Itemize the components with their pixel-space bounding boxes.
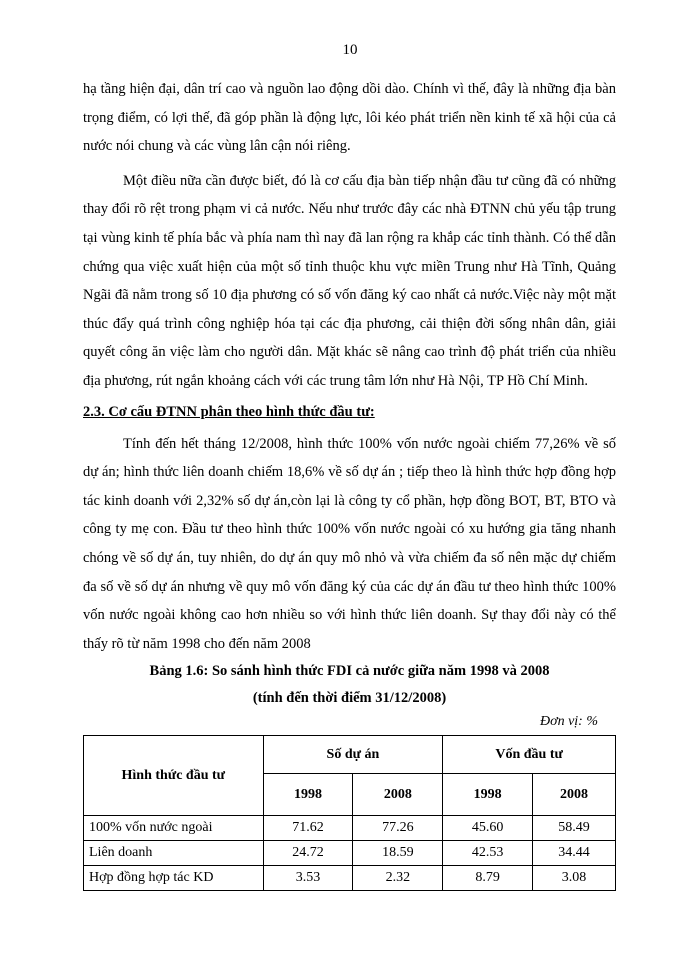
- table-cell: 58.49: [533, 816, 616, 841]
- table-cell: 2.32: [353, 866, 443, 891]
- section-heading: 2.3. Cơ cấu ĐTNN phân theo hình thức đầu tư:: [83, 403, 375, 420]
- table-row: [84, 816, 616, 841]
- row-label: Liên doanh: [84, 841, 264, 866]
- header-year: 1998: [263, 774, 353, 816]
- page-number: 10: [342, 42, 358, 58]
- table-cell: 3.53: [263, 866, 353, 891]
- fdi-comparison-table: [83, 735, 616, 891]
- header-investment-form: Hình thức đầu tư: [84, 736, 264, 816]
- paragraph-2: Một điều nữa cần được biết, đó là cơ cấu địa bàn tiếp nhận đầu tư cũng đã có những thay đổi rõ rệt trong phạm vi cả nước. Nếu như trước đây các nhà ĐTNN chủ yếu tập trung tại vùng kinh tế phía bắc và phía nam thì nay đã lan rộng ra khắp các tỉnh thành. Có thể dẫn chứng qua việc xuất hiện của một số tỉnh thuộc khu vực miền Trung như Hà Tĩnh, Quảng Ngãi đã nằm trong số 10 địa phương có số vốn đăng ký cao nhất cả nước.Việc này một mặt thúc đẩy quá trình công nghiệp hóa tại các địa phương, cải thiện đời sống nhân dân, giải quyết công ăn việc làm cho người dân. Mặt khác sẽ nâng cao trình độ phát triển của nhiều địa phương, rút ngắn khoảng cách với các trung tâm lớn như Hà Nội, TP Hồ Chí Minh.: [83, 172, 616, 389]
- table-row: [84, 866, 616, 891]
- table-unit: Đơn vị: %: [539, 714, 598, 730]
- table-cell: 71.62: [263, 816, 353, 841]
- table-cell: 77.26: [353, 816, 443, 841]
- paragraph-1: hạ tầng hiện đại, dân trí cao và nguồn lao động dồi dào. Chính vì thế, đây là những địa bàn trọng điểm, có lợi thế, đã góp phần là động lực, lôi kéo phát triển nền kinh tế xã hội của cả nước nói chung và các vùng lân cận nói riêng.: [83, 81, 616, 155]
- table-cell: 34.44: [533, 841, 616, 866]
- table-cell: 18.59: [353, 841, 443, 866]
- table-cell: 24.72: [263, 841, 353, 866]
- header-year: 2008: [353, 774, 443, 816]
- header-capital: Vốn đầu tư: [443, 736, 616, 774]
- table-title: Bảng 1.6: So sánh hình thức FDI cả nước giữa năm 1998 và 2008: [149, 663, 550, 680]
- row-label: 100% vốn nước ngoài: [84, 816, 264, 841]
- table-cell: 45.60: [443, 816, 533, 841]
- header-year: 2008: [533, 774, 616, 816]
- table-row: [84, 841, 616, 866]
- header-projects: Số dự án: [263, 736, 443, 774]
- paragraph-3: Tính đến hết tháng 12/2008, hình thức 100% vốn nước ngoài chiếm 77,26% về số dự án; hình thức liên doanh chiếm 18,6% về số dự án ; tiếp theo là hình thức hợp đồng hợp tác kinh doanh với 2,32% số dự án,còn lại là công ty cổ phần, hợp đồng BOT, BT, BTO và công ty mẹ con. Đầu tư theo hình thức 100% vốn nước ngoài có xu hướng gia tăng nhanh chóng về số dự án, tuy nhiên, do dự án quy mô nhỏ và vừa chiếm đa số nên mặc dự chiếm đa số về số dự án nhưng về quy mô vốn đăng ký của các dự án đầu tư theo hình thức 100% vốn nước ngoài không cao hơn nhiều so với hình thức liên doanh. Sự thay đổi này có thể thấy rõ từ năm 1998 cho đến năm 2008: [83, 435, 616, 652]
- row-label: Hợp đồng hợp tác KD: [84, 866, 264, 891]
- table-cell: 8.79: [443, 866, 533, 891]
- document-body: [83, 75, 616, 891]
- header-year: 1998: [443, 774, 533, 816]
- table-cell: 3.08: [533, 866, 616, 891]
- table-cell: 42.53: [443, 841, 533, 866]
- table-subtitle: (tính đến thời điểm 31/12/2008): [252, 690, 447, 707]
